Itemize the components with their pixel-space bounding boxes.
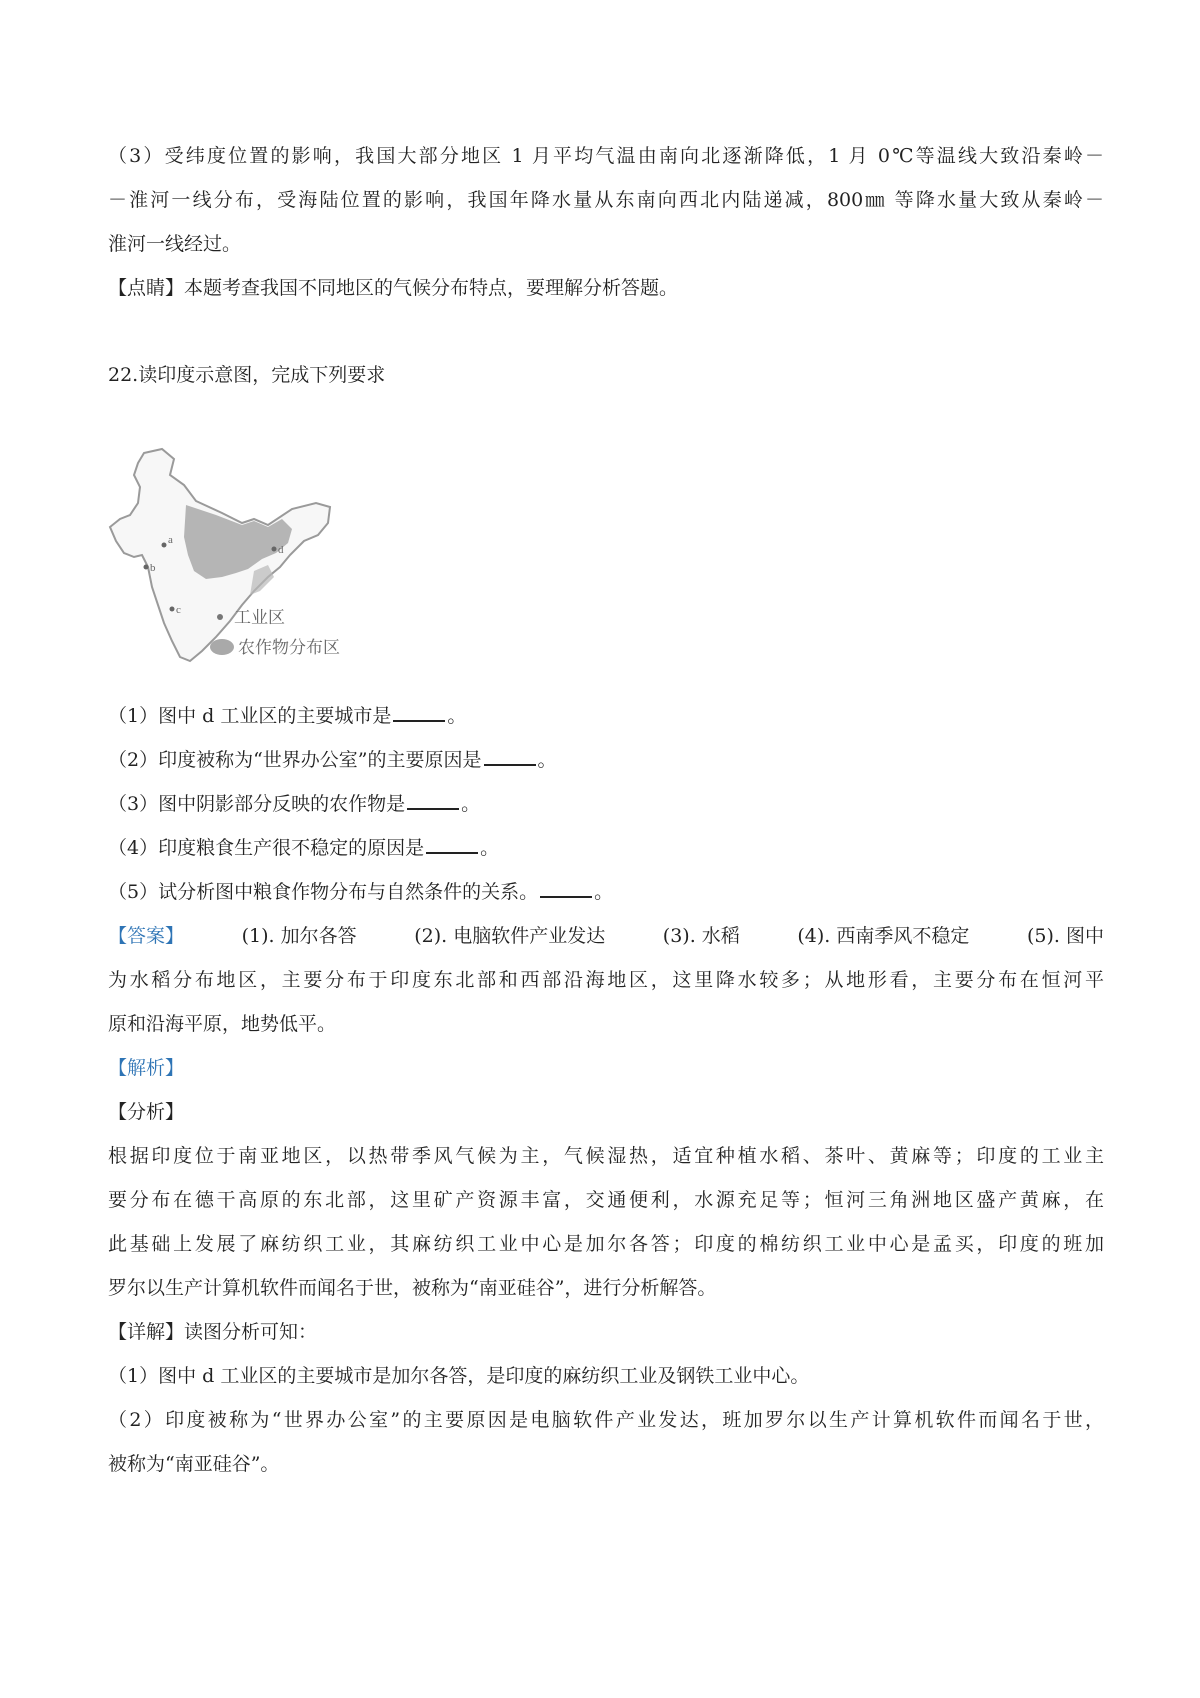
industrial-point-c: [170, 607, 175, 612]
dianjing-note: 【点睛】本题考查我国不同地区的气候分布特点，要理解分析答题。: [108, 277, 679, 299]
analysis-line-1: 根据印度位于南亚地区，以热带季风气候为主，气候湿热，适宜种植水稻、茶叶、黄麻等；印度的工业主: [108, 1145, 1104, 1167]
answer-row: [108, 921, 1104, 951]
answer-item-3: (3). 水稻: [662, 925, 740, 947]
industrial-point-a: [162, 543, 167, 548]
question-item-4-text: （4）印度粮食生产很不稳定的原因是: [108, 837, 425, 859]
industrial-point-b: [144, 565, 149, 570]
question-item-2-end: 。: [537, 749, 557, 771]
question-item-3-end: 。: [461, 793, 481, 815]
answer-blank: [540, 878, 592, 898]
detail-line-2: （2）印度被称为“世界办公室”的主要原因是电脑软件产业发达，班加罗尔以生产计算机软件而闻名于世，: [108, 1409, 1104, 1431]
question-title: 22.读印度示意图，完成下列要求: [108, 364, 386, 386]
india-map-svg: [104, 445, 394, 677]
answer-item-1: (1). 加尔各答: [241, 925, 357, 947]
prev-q3-line-2: －淮河一线分布，受海陆位置的影响，我国年降水量从东南向西北内陆递减，800㎜ 等降水量大致从秦岭－: [108, 189, 1104, 211]
point-label-b: b: [150, 562, 156, 574]
fenxi-label: 【分析】: [108, 1101, 185, 1123]
point-label-a: a: [168, 534, 173, 546]
question-item-2-text: （2）印度被称为“世界办公室”的主要原因是: [108, 749, 482, 771]
question-item-4: [108, 833, 1104, 863]
xiangjie-label: 【详解】读图分析可知：: [108, 1321, 318, 1343]
answer-blank: [484, 746, 536, 766]
industrial-point-d: [272, 547, 277, 552]
prev-q3-line-1: （3）受纬度位置的影响，我国大部分地区 1 月平均气温由南向北逐渐降低，1 月 0℃等温线大致沿秦岭－: [108, 145, 1104, 167]
question-item-2: [108, 745, 1104, 775]
legend-crop-label: 农作物分布区: [238, 638, 340, 658]
question-item-1-text: （1）图中 d 工业区的主要城市是: [108, 705, 392, 727]
question-item-5-text: （5）试分析图中粮食作物分布与自然条件的关系。: [108, 881, 539, 903]
analysis-line-2: 要分布在德干高原的东北部，这里矿产资源丰富，交通便利，水源充足等；恒河三角洲地区盛产黄麻，在: [108, 1189, 1104, 1211]
prev-q3-line-3: 淮河一线经过。: [108, 233, 242, 255]
india-map-figure: [104, 445, 394, 677]
question-item-5-end: 。: [594, 881, 614, 903]
point-label-c: c: [176, 604, 181, 616]
legend-industrial-icon: [217, 614, 223, 620]
answer-label: 【答案】: [108, 925, 185, 947]
question-item-1-end: 。: [447, 705, 467, 727]
legend-crop-icon: [210, 639, 234, 655]
answer-cont-line-2: 原和沿海平原，地势低平。: [108, 1013, 337, 1035]
point-label-d: d: [278, 544, 284, 556]
question-item-3-text: （3）图中阴影部分反映的农作物是: [108, 793, 406, 815]
legend-industrial-label: 工业区: [234, 608, 285, 628]
answer-item-2: (2). 电脑软件产业发达: [414, 925, 606, 947]
question-item-4-end: 。: [480, 837, 500, 859]
detail-line-3: 被称为“南亚硅谷”。: [108, 1453, 280, 1475]
answer-blank: [407, 790, 459, 810]
answer-cont-line-1: 为水稻分布地区，主要分布于印度东北部和西部沿海地区，这里降水较多；从地形看，主要分布在恒河平: [108, 969, 1104, 991]
analysis-label: 【解析】: [108, 1057, 185, 1079]
question-item-5: [108, 877, 1104, 907]
question-item-3: [108, 789, 1104, 819]
answer-item-5: (5). 图中: [1026, 925, 1104, 947]
detail-line-1: （1）图中 d 工业区的主要城市是加尔各答，是印度的麻纺织工业及钢铁工业中心。: [108, 1365, 810, 1387]
answer-item-4: (4). 西南季风不稳定: [797, 925, 970, 947]
analysis-line-3: 此基础上发展了麻纺织工业，其麻纺织工业中心是加尔各答；印度的棉纺织工业中心是孟买，印度的班加: [108, 1233, 1104, 1255]
answer-blank: [426, 834, 478, 854]
analysis-line-4: 罗尔以生产计算机软件而闻名于世，被称为“南亚硅谷”，进行分析解答。: [108, 1277, 717, 1299]
question-item-1: [108, 701, 1104, 731]
answer-blank: [393, 702, 445, 722]
